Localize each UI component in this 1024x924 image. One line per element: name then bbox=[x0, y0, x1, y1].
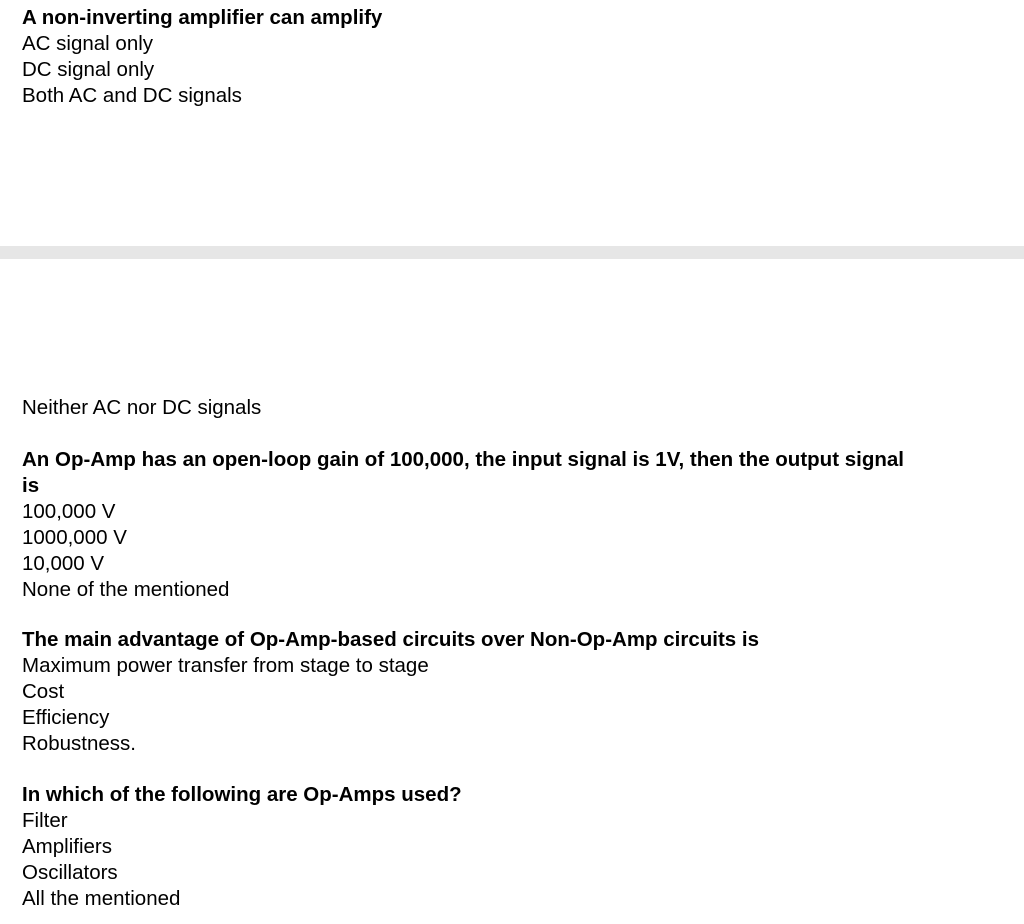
question-3-option-2: Cost bbox=[22, 680, 65, 703]
question-2-text: An Op-Amp has an open-loop gain of 100,000, the input signal is 1V, then the output signal is bbox=[22, 448, 904, 497]
question-4-text: In which of the following are Op-Amps used? bbox=[22, 783, 462, 806]
question-block-2 bbox=[22, 447, 922, 603]
question-1-option-3: Both AC and DC signals bbox=[22, 84, 242, 107]
question-4-option-4: All the mentioned bbox=[22, 887, 181, 910]
question-3-text: The main advantage of Op-Amp-based circuits over Non-Op-Amp circuits is bbox=[22, 628, 759, 651]
question-block-1 bbox=[22, 5, 982, 109]
question-1-option-1: AC signal only bbox=[22, 32, 154, 55]
question-4-option-2: Amplifiers bbox=[22, 835, 112, 858]
question-1-text: A non-inverting amplifier can amplify bbox=[22, 6, 383, 29]
question-3-option-3: Efficiency bbox=[22, 706, 110, 729]
question-block-3 bbox=[22, 627, 982, 757]
question-3-option-1: Maximum power transfer from stage to stage bbox=[22, 654, 429, 677]
question-2-option-3: 10,000 V bbox=[22, 552, 105, 575]
question-1-option-4: Neither AC nor DC signals bbox=[22, 396, 262, 419]
question-2-option-1: 100,000 V bbox=[22, 500, 116, 523]
question-2-option-4: None of the mentioned bbox=[22, 578, 230, 601]
page-divider bbox=[0, 246, 1024, 259]
question-block-4 bbox=[22, 782, 982, 912]
question-1-option-2: DC signal only bbox=[22, 58, 155, 81]
question-2-option-2: 1000,000 V bbox=[22, 526, 127, 549]
question-4-option-3: Oscillators bbox=[22, 861, 118, 884]
question-block-1-continued bbox=[22, 395, 982, 421]
question-4-option-1: Filter bbox=[22, 809, 68, 832]
question-3-option-4: Robustness. bbox=[22, 732, 136, 755]
